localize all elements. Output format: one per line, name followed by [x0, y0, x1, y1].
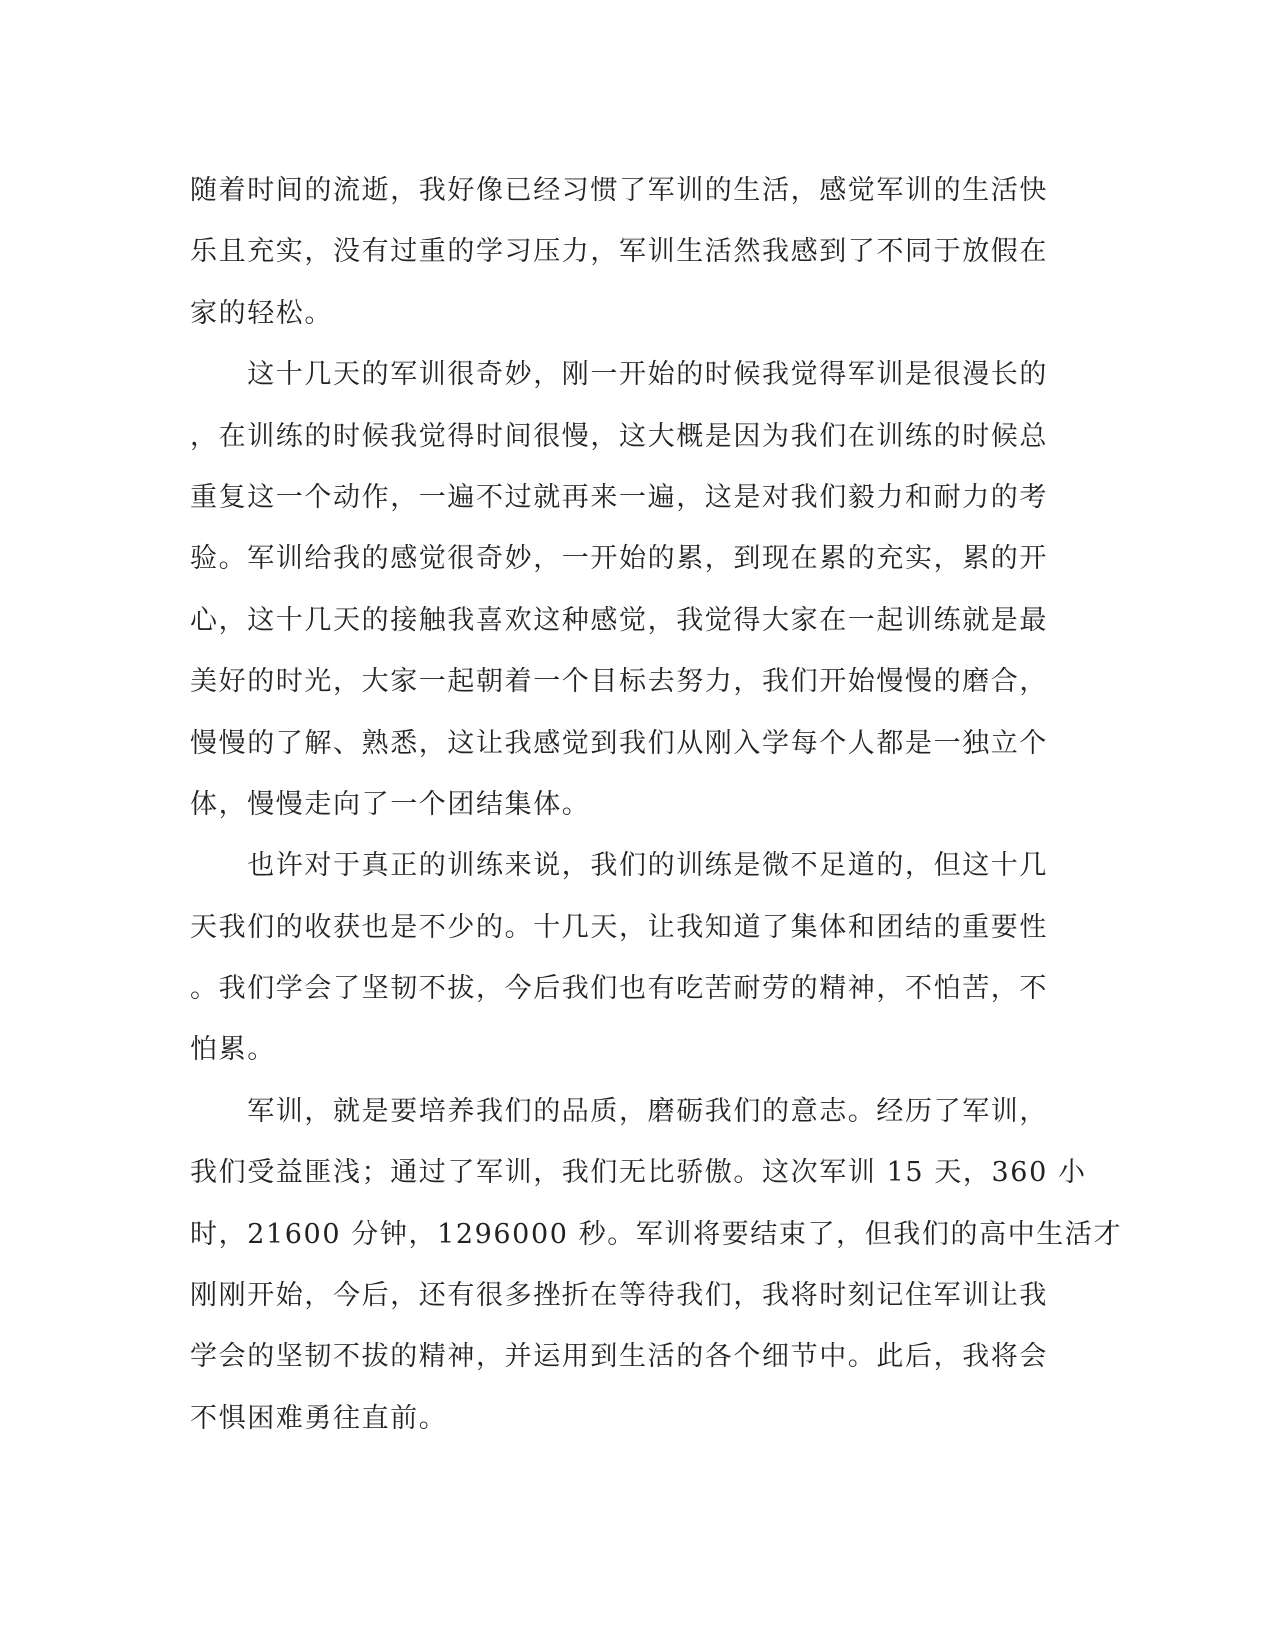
text-line: 随着时间的流逝，我好像已经习惯了军训的生活，感觉军训的生活快 — [190, 175, 1048, 206]
text-line: 时，21600 分钟，1296000 秒。军训将要结束了，但我们的高中生活才 — [190, 1218, 1123, 1250]
text-line: 军训，就是要培养我们的品质，磨砺我们的意志。经历了军训， — [190, 1095, 1048, 1127]
text-line: 重复这一个动作，一遍不过就再来一遍，这是对我们毅力和耐力的考 — [190, 481, 1048, 513]
text-line: 天我们的收获也是不少的。十几天，让我知道了集体和团结的重要性 — [190, 911, 1048, 943]
text-line: 不惧困难勇往直前。 — [190, 1402, 448, 1434]
text-line: 体，慢慢走向了一个团结集体。 — [190, 788, 591, 820]
text-line: 这十几天的军训很奇妙，刚一开始的时候我觉得军训是很漫长的 — [190, 359, 1048, 391]
text-line: 家的轻松。 — [190, 297, 333, 329]
text-line: 验。军训给我的感觉很奇妙，一开始的累，到现在累的充实，累的开 — [190, 543, 1048, 575]
text-line: 心，这十几天的接触我喜欢这种感觉，我觉得大家在一起训练就是最 — [190, 604, 1048, 636]
text-line: 也许对于真正的训练来说，我们的训练是微不足道的，但这十几 — [190, 850, 1048, 882]
text-line: 刚刚开始，今后，还有很多挫折在等待我们，我将时刻记住军训让我 — [190, 1280, 1048, 1312]
text-line: 。我们学会了坚韧不拔，今后我们也有吃苦耐劳的精神，不怕苦，不 — [190, 973, 1048, 1005]
text-line: 我们受益匪浅；通过了军训，我们无比骄傲。这次军训 15 天，360 小 — [190, 1157, 1087, 1189]
document-body — [190, 160, 1123, 1449]
text-line: 慢慢的了解、熟悉，这让我感觉到我们从刚入学每个人都是一独立个 — [190, 727, 1048, 759]
text-line: 乐且充实，没有过重的学习压力，军训生活然我感到了不同于放假在 — [190, 236, 1048, 268]
text-line: 美好的时光，大家一起朝着一个目标去努力，我们开始慢慢的磨合， — [190, 666, 1048, 698]
text-line: 学会的坚韧不拔的精神，并运用到生活的各个细节中。此后，我将会 — [190, 1341, 1048, 1373]
text-line: ，在训练的时候我觉得时间很慢，这大概是因为我们在训练的时候总 — [190, 420, 1048, 452]
text-line: 怕累。 — [190, 1034, 276, 1066]
